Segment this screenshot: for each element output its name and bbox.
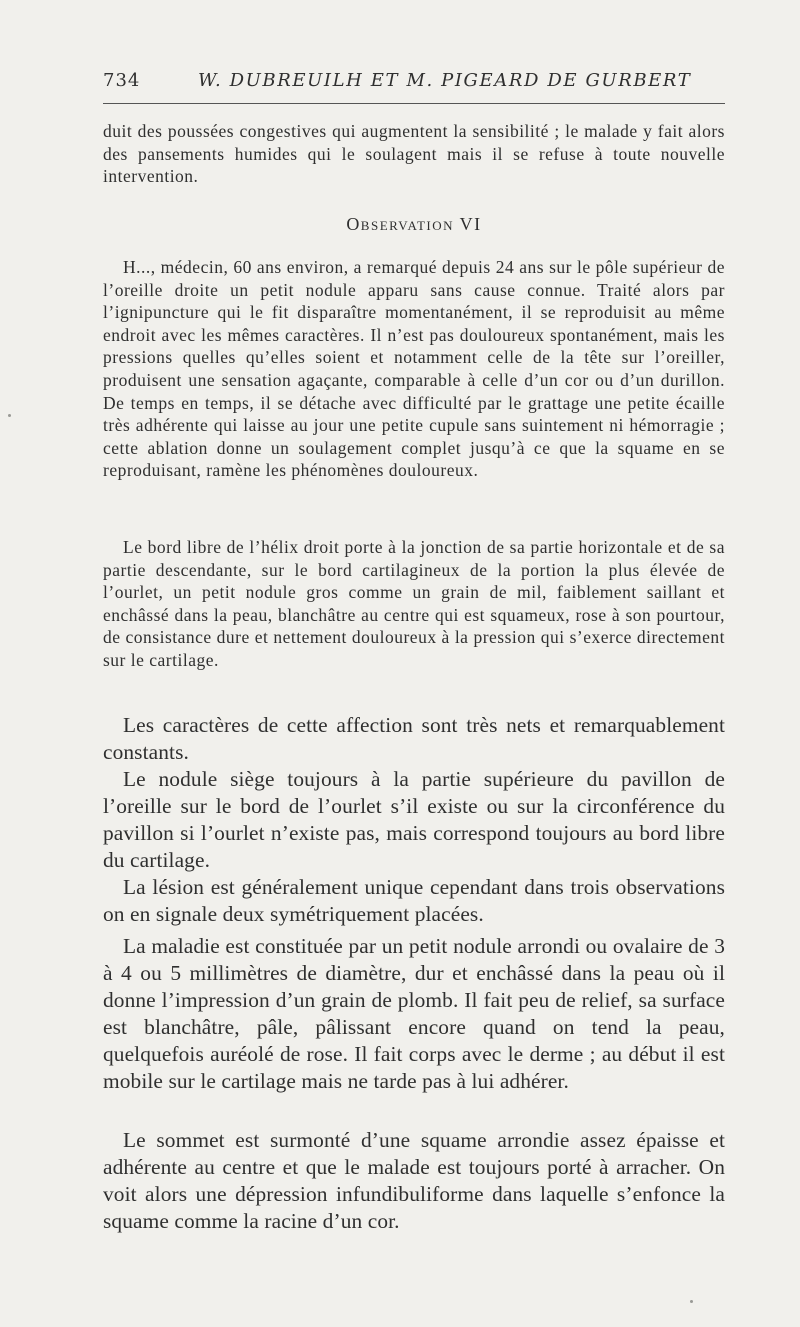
paper-speck — [8, 414, 11, 417]
body-paragraph-3: La lésion est généralement unique cependant dans trois observations on en signale deux symétriquement placées. — [103, 875, 725, 926]
paper-speck — [690, 1300, 693, 1303]
body-paragraph-4: La maladie est constituée par un petit nodule arrondi ou ovalaire de 3 à 4 ou 5 millimètres de diamètre, dur et enchâssé dans la peau où il donne l’impression d’un grain de plomb. Il fait peu de relief, sa surface est blanchâtre, pâle, pâlissant encore quand on tend la peau, quelquefois auréolé de rose. Il fait corps avec le derme ; au début il est mobile sur le cartilage mais ne tarde pas à lui adhérer. — [103, 934, 725, 1093]
paragraph-continuation: duit des poussées congestives qui augmentent la sensibilité ; le malade y fait alors des pansements humides qui le soulagent mais il se refuse à toute nouvelle intervention. — [103, 121, 725, 187]
observation-paragraph-2: Le bord libre de l’hélix droit porte à la jonction de sa partie horizontale et de sa partie descendante, sur le bord cartilagineux de la portion la plus élevée de l’ourlet, un petit nodule gros comme un grain de mil, faiblement saillant et enchâssé dans la peau, blanchâtre au centre qui est squameux, rose à son pourtour, de consistance dure et nettement douloureux à la pression qui s’exerce directement sur le cartilage. — [103, 537, 725, 670]
running-head: W. DUBREUILH ET M. PIGEARD DE GURBERT — [198, 70, 692, 91]
body-paragraph-1: Les caractères de cette affection sont très nets et remarquablement constants. — [103, 713, 725, 764]
body-paragraph-2: Le nodule siège toujours à la partie supérieure du pavillon de l’oreille sur le bord de l’ourlet s’il existe ou sur la circonférence du pavillon si l’ourlet n’existe pas, mais correspond toujours au bord libre du cartilage. — [103, 767, 725, 872]
page-number: 734 — [103, 70, 141, 91]
body-paragraph-5: Le sommet est surmonté d’une squame arrondie assez épaisse et adhérente au centre et que le malade est toujours porté à arracher. On voit alors une dépression infundibuliforme dans laquelle s’enfonce la squame comme la racine d’un cor. — [103, 1128, 725, 1233]
page-header — [103, 70, 725, 96]
observation-title: Observation VI — [346, 214, 482, 234]
observation-paragraph-1: H..., médecin, 60 ans environ, a remarqué depuis 24 ans sur le pôle supérieur de l’oreille droite un petit nodule apparu sans cause connue. Traité alors par l’ignipuncture qui le fit disparaître momentanément, il se reproduisit au même endroit avec les mêmes caractères. Il n’est pas douloureux spontanément, mais les pressions quelles qu’elles soient et notamment celle de la tête sur l’oreiller, produisent une sensation agaçante, comparable à celle d’un cor ou d’un durillon. De temps en temps, il se détache avec difficulté par le grattage une petite écaille très adhérente qui laisse au jour une petite cupule sans suintement ni hémorragie ; cette ablation donne un soulagement complet jusqu’à ce que la squame en se reproduisant, ramène les phénomènes douloureux. — [103, 257, 725, 481]
header-rule — [103, 103, 725, 104]
